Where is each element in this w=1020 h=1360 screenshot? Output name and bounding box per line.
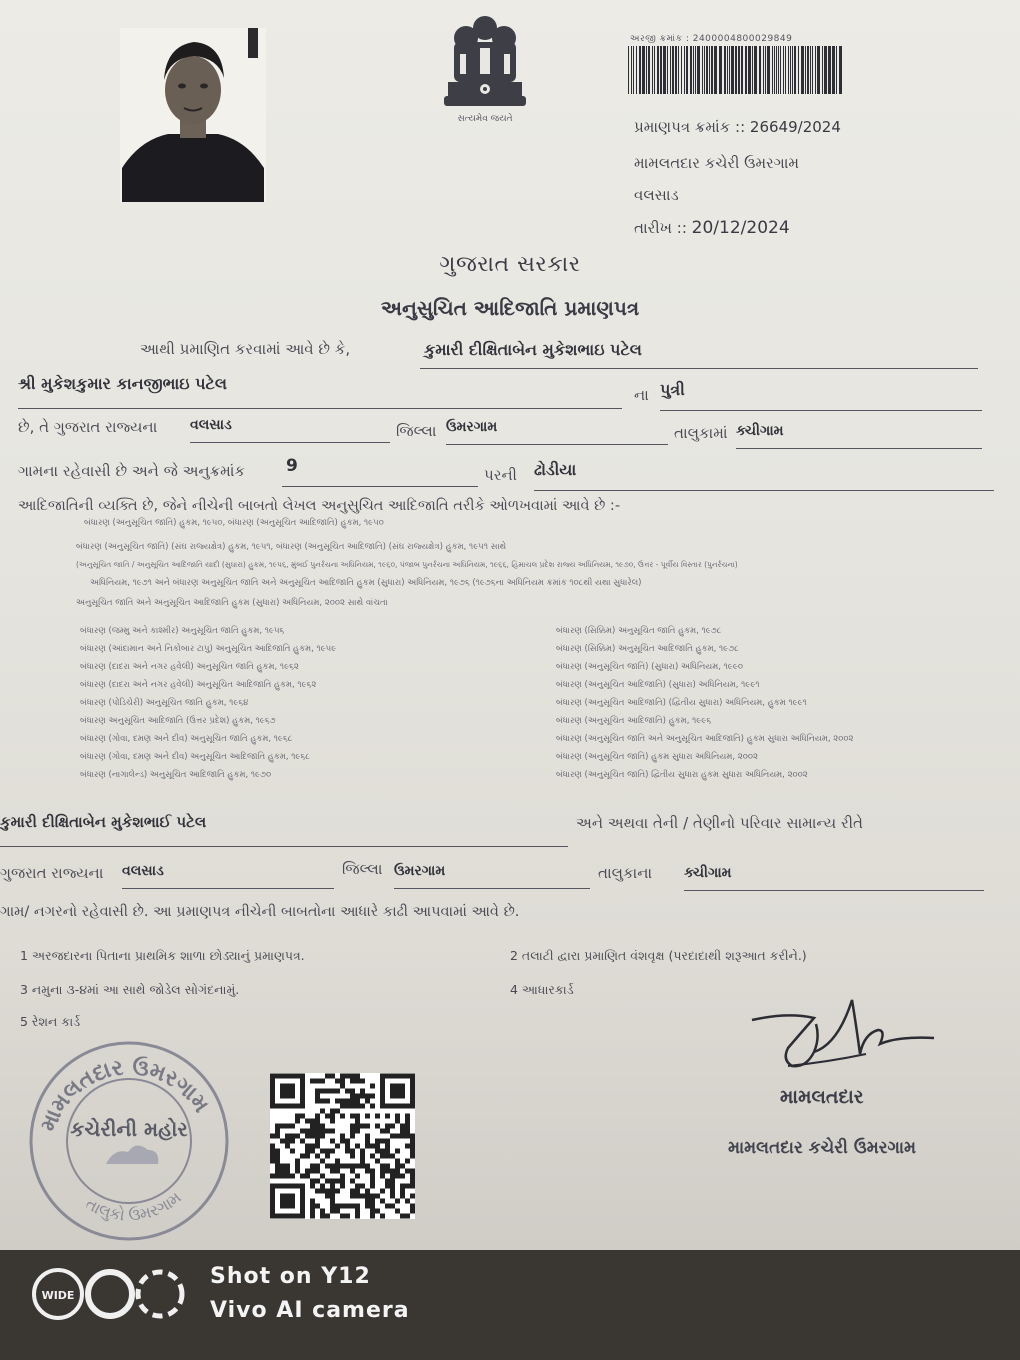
basis-text: ગામ/ નગરનો રહેવાસી છે. આ પ્રમાણપત્ર નીચેની બાબતોના આધારે કાઢી આપવામાં આવે છે. [0,904,520,920]
order-item: બંધારણ (અનુસૂચિત આદિજાતિ) (દ્વિતીય સુધારા) અધિનિયમ, હુકમ ૧૯૯૧ [556,698,807,708]
village-field [736,420,982,449]
residence-taluka: ઉમરગામ [394,863,446,879]
residence-village-field [684,862,984,891]
residence-village: ક્ચીગામ [684,865,732,881]
order-list-left [80,622,336,784]
order-item: બંધારણ (અનુસૂચિત જાતિ અને અનુસૂચિત આદિજાતિ) હુકમ સુધારા અધિનિયમ, ૨૦૦૨ [556,734,854,744]
barcode-icon [628,46,842,94]
par-label: પરની [484,466,517,484]
certificate-title: અનુસુચિત આદિજાતિ પ્રમાણપત્ર [380,296,640,320]
order-item: બંધારણ અનુસૂચિત આદિજાતિ (ઉત્તર પ્રદેશ) હુકમ, ૧૯૬૭ [80,716,276,726]
serial-number-field [282,456,478,487]
village: ક્ચીગામ [736,423,784,439]
order-item: બંધારણ (ગોવા, દમણ અને દીવ) અનુસૂચિત જાતિ હુકમ, ૧૯૬૮ [80,734,293,744]
date-label: તારીખ :: [634,219,687,237]
signatory-office: મામલતદાર કચેરી ઉમરગામ [728,1138,917,1158]
barcode-label: અરજી ક્રમાંક [630,34,683,44]
relation-field [660,380,982,411]
fine-print-line-5: અનુસૂચિત જાતિ અને અનુસૂચિત આદિજાતિ હુકમ (સુધારા) અધિનિયમ, ૨૦૦૨ સાથે વાંચતા [76,598,388,608]
qr-code-icon [270,1073,415,1219]
residence-taluka-field [394,860,590,889]
office-seal-icon [24,1036,234,1246]
residence-district-field [122,860,334,889]
order-item: બંધારણ (દાદરા અને નગર હવેલી) અનુસૂચિત જાતિ હુકમ, ૧૯૬૨ [80,662,299,672]
fine-print-line-2: બંધારણ (અનુસૂચિત જાતિ) (સંઘ રાજ્યક્ષેત્ર) હુકમ, ૧૯૫૧, બંધારણ (અનુસૂચિત આદિજાતિ) (સંઘ રાજ્યક્ષેત્ર) હુકમ, ૧૯૫૧ સાથે [76,542,507,552]
intro-text: આથી પ્રમાણિત કરવામાં આવે છે કે, [140,340,351,358]
district-field [190,414,390,443]
order-item: બંધારણ (ગોવા, દમણ અને દીવ) અનુસૂચિત આદિજાતિ હુકમ, ૧૯૬૮ [80,752,310,762]
order-item: બંધારણ (આંદામાન અને નિકોબાર ટાપુ) અનુસૂચિત આદિજાતિ હુકમ, ૧૯૫૯ [80,644,337,654]
order-item: બંધારણ (દાદરા અને નગર હવેલી) અનુસૂચિત આદિજાતિ હુકમ, ૧૯૬૨ [80,680,317,690]
state-prefix: છે, તે ગુજરાત રાજ્યના [18,418,158,436]
tribe-name: ઢોડીયા [534,460,577,479]
na-label: ના [634,386,649,404]
residence-taluka-label: તાલુકાના [598,864,653,882]
father-name-field [18,374,622,409]
document-item: 1 અરજદારના પિતાના પ્રાથમિક શાળા છોડ્યાનું પ્રમાણપત્ર. [20,948,305,963]
order-item: બંધારણ (અનુસૂચિત જાતિ) (સુધારા) અધિનિયમ, ૧૯૯૦ [556,662,743,672]
tribe-field [534,460,994,491]
district-label: જિલ્લા [396,422,437,440]
order-item: બંધારણ (સિક્કિમ) અનુસૂચિત જાતિ હુકમ, ૧૯૭૮ [556,626,722,636]
signatory-title: મામલતદાર [780,1086,864,1108]
holder-name-field [420,340,978,369]
residence-district-label: જિલ્લા [342,860,383,878]
order-item: બંધારણ (પોંડિચેરી) અનુસૂચિત જાતિ હુકમ, ૧૯૬૪ [80,698,249,708]
serial-number: 9 [286,456,298,476]
family-text: અને અથવા તેની / તેણીનો પરિવાર સામાન્ય રીતે [576,814,863,832]
tribe-statement: આદિજાતિની વ્યક્તિ છે, જેને નીચેની બાબતો લેખલ અનુસુચિત આદિજાતિ તરીકે ઓળખવામાં આવે છે :- [18,498,621,514]
national-emblem-icon [440,8,530,126]
document-item: 2 તલાટી દ્વારા પ્રમાણિત વંશવૃક્ષ (પરદાદાથી શરૂઆત કરીને.) [510,948,807,963]
issue-date: 20/12/2024 [691,218,790,238]
document-item: 4 આધારકાર્ડ [510,982,574,997]
residence-district: વલસાડ [122,863,164,879]
taluka-field [446,416,668,445]
fine-print-line-1: બંધારણ (અનુસૂચિત જાતિ) હુકમ, ૧૯૫૦, બંધારણ (અનુસૂચિત આદિજાતિ) હુકમ, ૧૯૫૦ [84,518,384,528]
holder-name: કુમારી દીક્ષિતાબેન મુકેશભાઇ પટેલ [424,340,642,359]
government-title: ગુજરાત સરકાર [439,252,581,277]
watermark-badge: WIDE [41,1289,75,1302]
barcode-number-row: અરજી ક્રમાંક : 2400004800029849 [630,34,793,44]
certificate-number: 26649/2024 [749,118,841,136]
holder-photo [120,28,266,202]
relation: પુત્રી [660,380,685,399]
watermark-line-1: Shot on Y12 [210,1264,371,1289]
order-item: બંધારણ (નાગાલેન્ડ) અનુસૂચિત આદિજાતિ હુકમ, ૧૯૭૦ [80,770,272,780]
order-item: બંધારણ (અનુસૂચિત આદિજાતિ) (સુધારા) અધિનિયમ, ૧૯૯૧ [556,680,760,690]
fine-print-line-3: (અનુસૂચિત જાતિ / અનુસૂચિત આદિજાતિ યાદી (સુધારા) હુકમ, ૧૯૫૬, મુંબઈ પુનર્રચના અધિનિયમ, ૧૯૬૦, પંજાબ પુનર્રચના અધિનિયમ, ૧૯૬૬, હિમાચલ પ્રદેશ રાજ્ય અધિનિયમ, ૧૯૭૦, ઉત્તર - પૂર્વીય વિસ્તાર (પુનર્રચના) [76,560,738,569]
document-item: 3 નમુના ૩-૪માં આ સાથે જોડેલ સોગંદનામું. [20,982,240,997]
svg-text:તાલુકો ઉમરગામ [83,1188,185,1225]
order-item: બંધારણ (અનુસૂચિત જાતિ) દ્વિતીય સુધારા હુકમ સુધારા અધિનિયમ, ૨૦૦૨ [556,770,808,780]
district: વલસાડ [190,417,232,433]
residence-holder-name: કુમારી દીક્ષિતાબેન મુકેશભાઈ પટેલ [0,813,207,831]
residence-state-prefix: ગુજરાત રાજ્યના [0,864,104,882]
order-item: બંધારણ (જમ્મુ અને કાશ્મીર) અનુસૂચિત જાતિ હુકમ, ૧૯૫૬ [80,626,285,636]
taluka: ઉમરગામ [446,419,498,435]
father-name: શ્રી મુકેશકુમાર કાનજીભાઇ પટેલ [18,374,227,393]
taluka-label: તાલુકામાં [674,424,728,442]
seal-center-text: કચેરીની મહોર [70,1117,188,1141]
header-district: વલસાડ [634,186,679,204]
residence-holder-field [0,812,568,847]
emblem-motto: સત્યમેવ જયતે [457,114,513,124]
order-item: બંધારણ (અનુસૂચિત આદિજાતિ) હુકમ, ૧૯૯૬ [556,716,712,726]
order-list-right [556,622,853,784]
office-name: મામલતદાર કચેરી ઉમરગામ [634,154,800,172]
order-item: બંધારણ (સિક્કિમ) અનુસૂચિત આદિજાતિ હુકમ, ૧૯૭૮ [556,644,739,654]
document-item: 5 રેશન કાર્ડ [20,1014,81,1029]
seal-bottom-text: તાલુકો ઉમરગામ [82,1187,185,1225]
watermark-line-2: Vivo AI camera [210,1298,410,1323]
seal-top-text: મામલતદાર ઉમરગામ [35,1055,214,1135]
order-item: બંધારણ (અનુસૂચિત જાતિ) હુકમ સુધારા અધિનિયમ, ૨૦૦૨ [556,752,758,762]
fine-print-line-4: અધિનિયમ, ૧૯૭૧ અને બંધારણ અનુસૂચિત જાતિ અને અનુસૂચિત આદિજાતિ હુકમ (સુધારા) અધિનિયમ, ૧૯૭૬ (૧૯૭૬ના અધિનિયમ ક્રમાંક ૧૦૮થી યથા સુધારેલ) [90,578,642,588]
portrait-image [120,28,266,202]
date-row [634,218,790,238]
resident-text: ગામના રહેવાસી છે અને જે અનુક્રમાંક [18,462,246,480]
barcode-number: 2400004800029849 [692,34,793,44]
certificate-number-row [634,118,841,136]
signature-icon [748,994,938,1094]
certificate-number-label: પ્રમાણપત્ર ક્રમાંક :: [634,118,746,136]
